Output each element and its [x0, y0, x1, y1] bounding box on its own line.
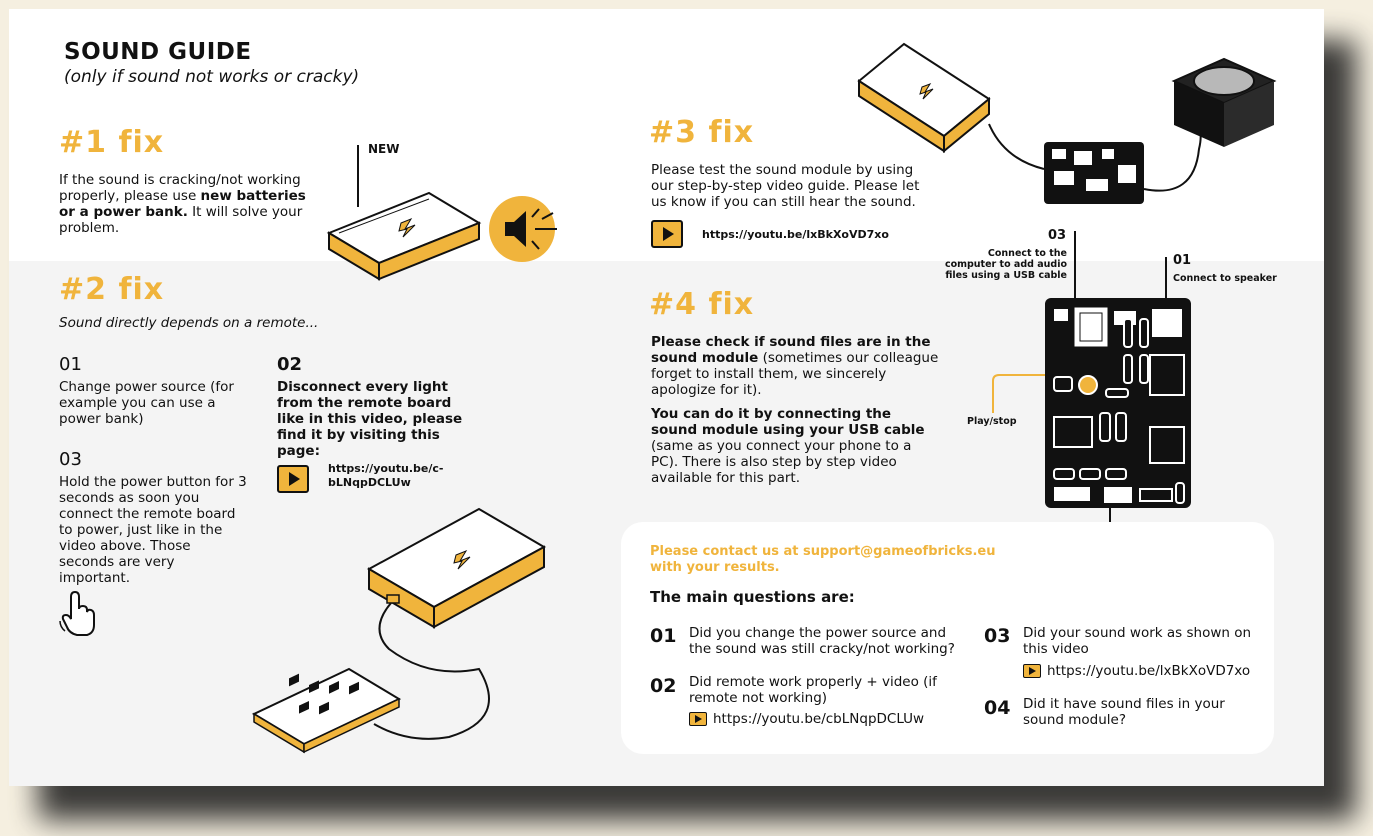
- board-label-01-num: 01: [1173, 253, 1192, 268]
- fix2-step2-text: Disconnect every light from the remote board like in this video, please find it by visiting this page:: [277, 379, 463, 459]
- q2-num: 02: [650, 675, 677, 697]
- fix4-para2-rest: (same as you connect your phone to a PC). There is also step by step video available for this part.: [651, 438, 912, 486]
- fix1-text-a: If the sound is cracking/not working properly, please use: [59, 172, 301, 204]
- new-label: NEW: [368, 142, 400, 156]
- powerbank-remote-illustration: [249, 499, 549, 759]
- q2-text: Did remote work properly + video (if remote not working): [689, 674, 937, 706]
- fix2-video-link[interactable]: https://youtu.be/c-bLNqpDCLUw: [328, 462, 444, 489]
- fix4-heading: #4 fix: [649, 287, 755, 322]
- fix4-para1-bold: Please check if sound files are in the sound module: [651, 334, 931, 366]
- fix3-heading: #3 fix: [649, 115, 755, 150]
- fix2-step1-num: 01: [59, 354, 82, 375]
- fix3-play-icon[interactable]: [651, 220, 683, 248]
- q3-num: 03: [984, 625, 1011, 647]
- page-subtitle: (only if sound not works or cracky): [64, 67, 360, 87]
- q2-play-icon[interactable]: [689, 712, 707, 726]
- q2-video-link[interactable]: https://youtu.be/cbLNqpDCLUw: [713, 711, 925, 727]
- q4-text: Did it have sound files in your sound module?: [1023, 696, 1225, 728]
- fix2-intro: Sound directly depends on a remote...: [59, 315, 319, 331]
- q1-num: 01: [650, 625, 677, 647]
- fix4-para2: [651, 406, 941, 486]
- fix1-heading: #1 fix: [59, 125, 165, 160]
- fix2-step1-text: Change power source (for example you can use a power bank): [59, 379, 234, 427]
- fix4-para2-bold: You can do it by connecting the sound module using your USB cable: [651, 406, 925, 438]
- fix3-text: Please test the sound module by using our step-by-step video guide. Please let us know if you can still hear the sound.: [651, 162, 920, 210]
- fix4-para1-rest: (sometimes our colleague forget to install them, we sincerely apologize for it).: [651, 350, 939, 398]
- guide-sheet: [9, 9, 1324, 786]
- fix2-step3-num: 03: [59, 449, 82, 470]
- fix3-video-link[interactable]: https://youtu.be/lxBkXoVD7xo: [702, 228, 889, 241]
- q1-text: Did you change the power source and the sound was still cracky/not working?: [689, 625, 955, 657]
- q3-video-link[interactable]: https://youtu.be/lxBkXoVD7xo: [1047, 663, 1251, 679]
- board-line-03: [1074, 231, 1076, 301]
- fix1-text: [59, 172, 309, 236]
- questions-title: The main questions are:: [650, 588, 855, 606]
- q4-num: 04: [984, 697, 1011, 719]
- fix4-para1: [651, 334, 941, 398]
- board-label-03-num: 03: [1048, 228, 1067, 243]
- fix2-step3-text: Hold the power button for 3 seconds as soon you connect the remote board to power, just like in the video above. Those seconds are very important.: [59, 474, 247, 586]
- fix2-step2-num: 02: [277, 354, 303, 375]
- fix2-heading: #2 fix: [59, 272, 165, 307]
- q3-text: Did your sound work as shown on this video: [1023, 625, 1252, 657]
- fix1-text-b: It will solve your problem.: [59, 204, 303, 236]
- fix2-play-icon[interactable]: [277, 465, 309, 493]
- speaker-sound-icon: [487, 195, 567, 265]
- page-title: SOUND GUIDE: [64, 39, 252, 65]
- powerbank-icon: [325, 189, 485, 284]
- board-label-play: Play/stop: [967, 416, 1017, 427]
- fix1-text-bold: new batteries or a power bank.: [59, 188, 306, 220]
- hand-press-icon: [57, 589, 97, 639]
- board-label-01-text: Connect to speaker: [1173, 273, 1277, 284]
- board-label-03-text: Connect to the computer to add audio files using a USB cable: [944, 248, 1067, 281]
- q3-play-icon[interactable]: [1023, 664, 1041, 678]
- sound-module-board: [1044, 297, 1192, 509]
- contact-line[interactable]: Please contact us at support@gameofbricks.eu with your results.: [650, 544, 996, 575]
